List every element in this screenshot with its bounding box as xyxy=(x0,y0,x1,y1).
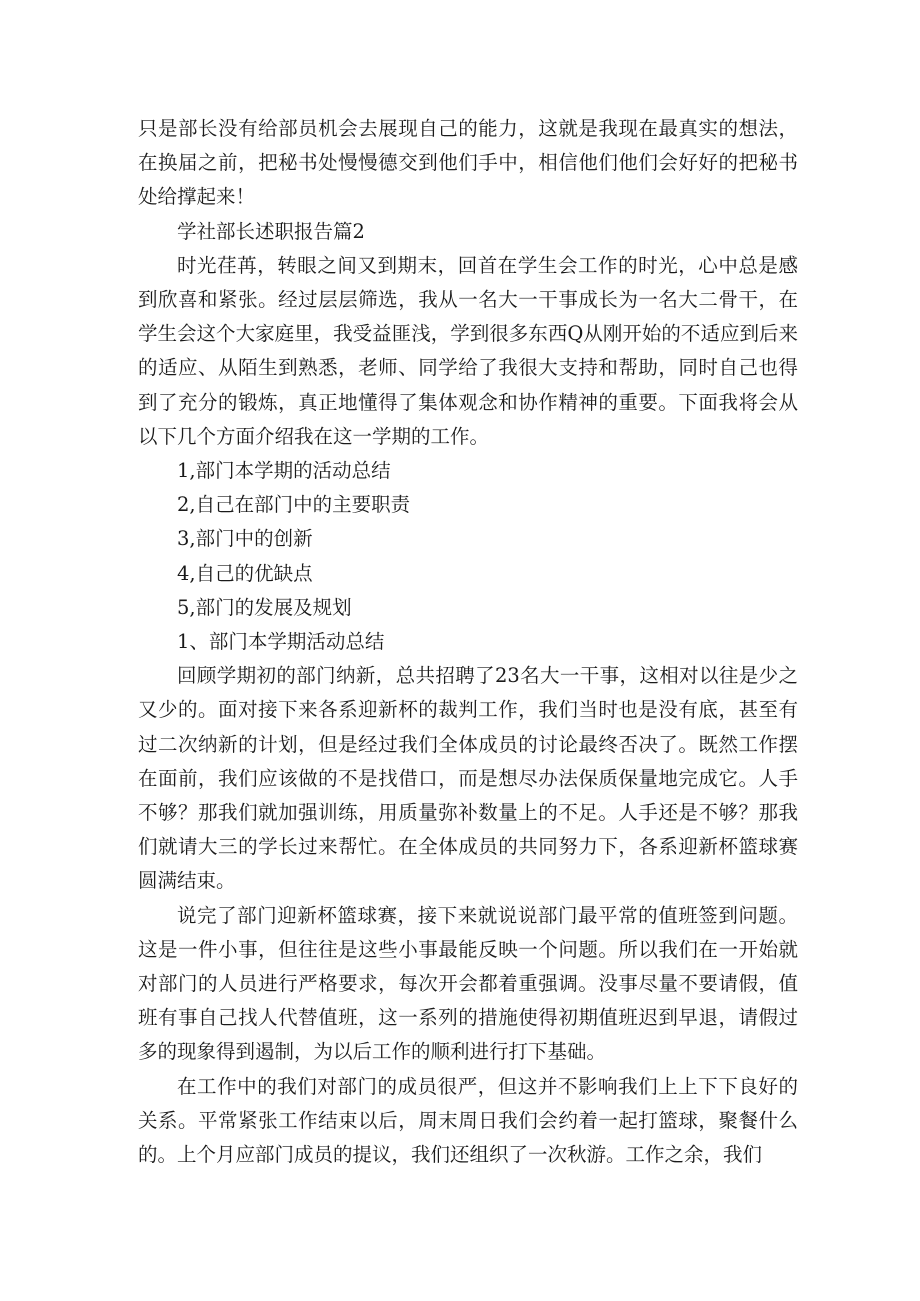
section-heading: 学社部长述职报告篇2 xyxy=(177,219,365,243)
list-item: 2,自己在部门中的主要职责 xyxy=(177,493,411,517)
paragraph-recruitment: 回顾学期初的部门纳新，总共招聘了23名大一干事，这相对以往是少之又少的。面对接下来各系迎新杯的裁判工作，我们当时也是没有底，甚至有过二次纳新的计划，但是经过我们全体成员的讨论最终否决了。既然工作摆在面前，我们应该做的不是找借口，而是想尽办法保质保量地完成它。人手不够？那我们就加强训练，用质量弥补数量上的不足。人手还是不够？那我们就请大三的学长过来帮忙。在全体成员的共同努力下，各系迎新杯篮球赛圆满结束。 xyxy=(138,664,798,893)
list-item: 4,自己的优缺点 xyxy=(177,561,313,585)
list-item: 1,部门本学期的活动总结 xyxy=(177,459,391,483)
paragraph-intro: 时光荏苒，转眼之间又到期末，回首在学生会工作的时光，心中总是感到欣喜和紧张。经过层层筛选，我从一名大一干事成长为一名大二骨干，在学生会这个大家庭里，我受益匪浅，学到很多东西Q从刚开始的不适应到后来的适应、从陌生到熟悉，老师、同学给了我很大支持和帮助，同时自己也得到了充分的锻炼，真正地懂得了集体观念和协作精神的重要。下面我将会从以下几个方面介绍我在这一学期的工作。 xyxy=(138,253,798,448)
list-item: 5,部门的发展及规划 xyxy=(177,595,352,619)
document-body xyxy=(138,112,798,1172)
paragraph-closing-prev: 只是部长没有给部员机会去展现自己的能力，这就是我现在最真实的想法，在换届之前，把秘书处慢慢德交到他们手中，相信他们他们会好好的把秘书处给撑起来！ xyxy=(138,117,798,209)
subsection-heading: 1、部门本学期活动总结 xyxy=(177,630,385,654)
paragraph-duty-checkin: 说完了部门迎新杯篮球赛，接下来就说说部门最平常的值班签到问题。这是一件小事，但往往是这些小事最能反映一个问题。所以我们在一开始就对部门的人员进行严格要求，每次开会都着重强调。没事尽量不要请假，值班有事自己找人代替值班，这一系列的措施使得初期值班迟到早退，请假过多的现象得到遏制，为以后工作的顺利进行打下基础。 xyxy=(138,903,798,1064)
paragraph-team-relations: 在工作中的我们对部门的成员很严，但这并不影响我们上上下下良好的关系。平常紧张工作结束以后，周末周日我们会约着一起打篮球，聚餐什么的。上个月应部门成员的提议，我们还组织了一次秋游。工作之余，我们 xyxy=(138,1074,798,1167)
list-item: 3,部门中的创新 xyxy=(177,527,313,551)
